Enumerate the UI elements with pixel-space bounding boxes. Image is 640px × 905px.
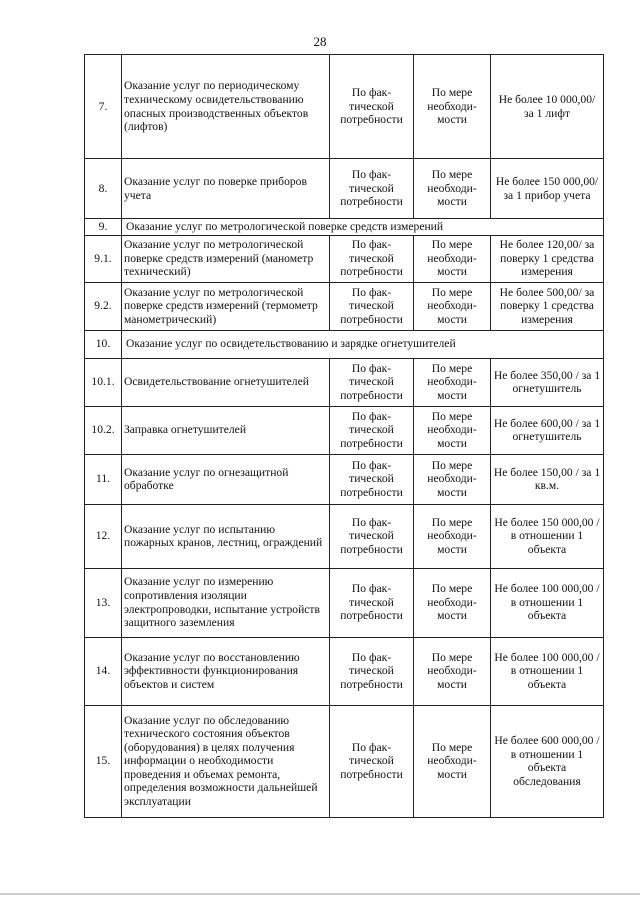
row-number: 10. <box>85 330 122 358</box>
term-cell: По мере необходи-мости <box>414 358 491 406</box>
term-cell: По мере необходи-мости <box>414 454 491 504</box>
table-row <box>85 568 604 637</box>
table-row <box>85 504 604 568</box>
page-number: 28 <box>313 34 327 49</box>
table-row <box>85 705 604 817</box>
service-description: Оказание услуг по периодическому техническому освидетельствованию опасных производственных объектов (лифтов) <box>122 55 330 159</box>
term-cell: По мере необходи-мости <box>414 55 491 159</box>
service-description: Оказание услуг по восстановлению эффективности функционирования объектов и систем <box>122 637 330 705</box>
price-cell: Не более 150 000,00/ за 1 прибор учета <box>491 159 604 219</box>
row-number: 9.2. <box>85 282 122 330</box>
table-row <box>85 219 604 236</box>
quantity-cell: По фак-тической потребности <box>330 159 414 219</box>
service-description: Оказание услуг по измерению сопротивления изоляции электропроводки, испытание устройств защитного заземления <box>122 568 330 637</box>
table-row <box>85 454 604 504</box>
price-cell: Не более 500,00/ за поверку 1 средства измерения <box>491 282 604 330</box>
service-description: Заправка огнетушителей <box>122 406 330 454</box>
row-number: 9. <box>85 219 122 236</box>
quantity-cell: По фак-тической потребности <box>330 358 414 406</box>
row-number: 14. <box>85 637 122 705</box>
section-heading: Оказание услуг по освидетельствованию и зарядке огнетушителей <box>122 330 604 358</box>
row-number: 11. <box>85 454 122 504</box>
service-description: Оказание услуг по метрологической поверке средств измерений (манометр технический) <box>122 235 330 282</box>
term-cell: По мере необходи-мости <box>414 504 491 568</box>
quantity-cell: По фак-тической потребности <box>330 235 414 282</box>
service-description: Оказание услуг по метрологической поверке средств измерений (термометр манометрический) <box>122 282 330 330</box>
price-cell: Не более 100 000,00 / в отношении 1 объекта <box>491 568 604 637</box>
price-cell: Не более 600 000,00 / в отношении 1 объекта обследования <box>491 705 604 817</box>
section-heading: Оказание услуг по метрологической поверке средств измерений <box>122 219 604 236</box>
quantity-cell: По фак-тической потребности <box>330 406 414 454</box>
table-row <box>85 282 604 330</box>
table-row <box>85 637 604 705</box>
row-number: 13. <box>85 568 122 637</box>
price-cell: Не более 150 000,00 / в отношении 1 объекта <box>491 504 604 568</box>
quantity-cell: По фак-тической потребности <box>330 282 414 330</box>
service-description: Оказание услуг по обследованию технического состояния объектов (оборудования) в целях получения информации о необходимости проведения и объемах ремонта, определения возможности дальнейшей эксплуатации <box>122 705 330 817</box>
quantity-cell: По фак-тической потребности <box>330 637 414 705</box>
quantity-cell: По фак-тической потребности <box>330 55 414 159</box>
row-number: 8. <box>85 159 122 219</box>
service-description: Освидетельствование огнетушителей <box>122 358 330 406</box>
term-cell: По мере необходи-мости <box>414 568 491 637</box>
row-number: 7. <box>85 55 122 159</box>
quantity-cell: По фак-тической потребности <box>330 568 414 637</box>
row-number: 9.1. <box>85 235 122 282</box>
price-cell: Не более 120,00/ за поверку 1 средства измерения <box>491 235 604 282</box>
services-table <box>84 54 604 818</box>
service-description: Оказание услуг по испытанию пожарных кранов, лестниц, ограждений <box>122 504 330 568</box>
term-cell: По мере необходи-мости <box>414 637 491 705</box>
quantity-cell: По фак-тической потребности <box>330 705 414 817</box>
table-row <box>85 406 604 454</box>
table-row <box>85 330 604 358</box>
term-cell: По мере необходи-мости <box>414 159 491 219</box>
service-description: Оказание услуг по огнезащитной обработке <box>122 454 330 504</box>
term-cell: По мере необходи-мости <box>414 282 491 330</box>
price-cell: Не более 600,00 / за 1 огнетушитель <box>491 406 604 454</box>
table-row <box>85 235 604 282</box>
page-bottom-edge <box>0 893 640 895</box>
table-row <box>85 358 604 406</box>
term-cell: По мере необходи-мости <box>414 235 491 282</box>
quantity-cell: По фак-тической потребности <box>330 454 414 504</box>
row-number: 12. <box>85 504 122 568</box>
term-cell: По мере необходи-мости <box>414 406 491 454</box>
row-number: 10.2. <box>85 406 122 454</box>
price-cell: Не более 100 000,00 / в отношении 1 объекта <box>491 637 604 705</box>
services-table-body <box>85 55 604 818</box>
price-cell: Не более 350,00 / за 1 огнетушитель <box>491 358 604 406</box>
quantity-cell: По фак-тической потребности <box>330 504 414 568</box>
price-cell: Не более 10 000,00/ за 1 лифт <box>491 55 604 159</box>
service-description: Оказание услуг по поверке приборов учета <box>122 159 330 219</box>
row-number: 15. <box>85 705 122 817</box>
table-row <box>85 159 604 219</box>
price-cell: Не более 150,00 / за 1 кв.м. <box>491 454 604 504</box>
row-number: 10.1. <box>85 358 122 406</box>
table-row <box>85 55 604 159</box>
term-cell: По мере необходи-мости <box>414 705 491 817</box>
